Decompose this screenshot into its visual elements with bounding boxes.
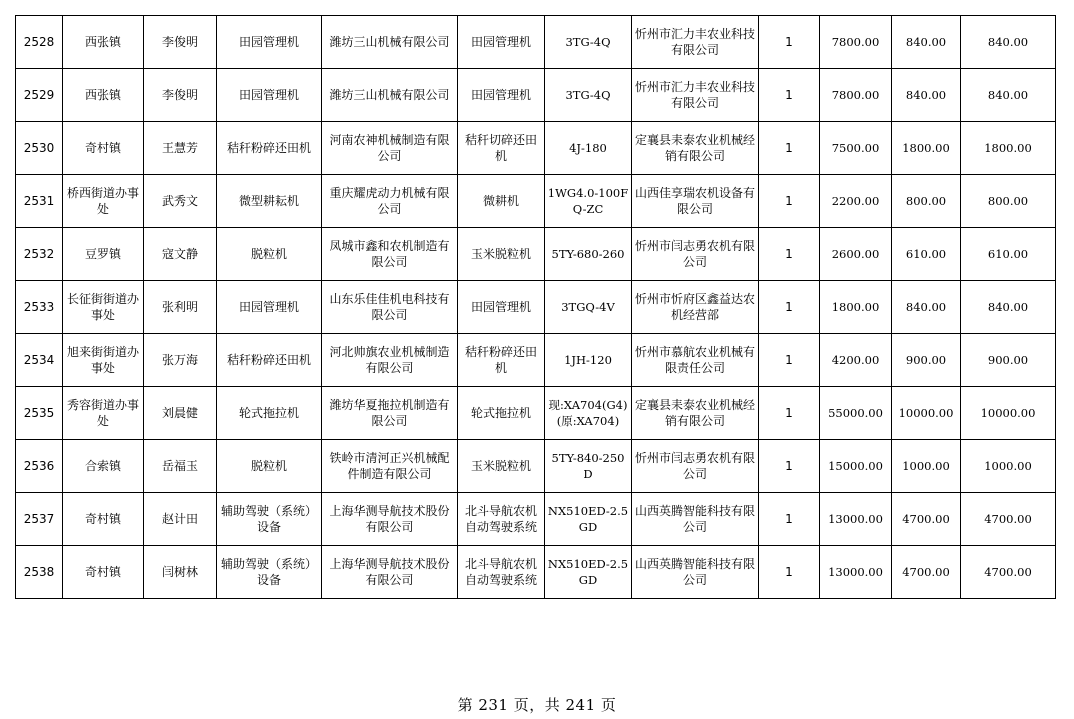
cell-record-id: 2533 [16,281,63,334]
cell-record-id: 2536 [16,440,63,493]
cell-buyer-name: 李俊明 [144,16,217,69]
cell-product-name: 轮式拖拉机 [458,387,545,440]
cell-model: 3TG-4Q [545,16,632,69]
cell-product-name: 田园管理机 [458,281,545,334]
cell-buyer-name: 赵计田 [144,493,217,546]
cell-quantity: 1 [759,546,820,599]
cell-unit-subsidy: 4700.00 [892,493,961,546]
cell-unit-subsidy: 900.00 [892,334,961,387]
cell-machine-category: 辅助驾驶（系统）设备 [217,493,322,546]
cell-total-subsidy: 4700.00 [961,493,1056,546]
cell-manufacturer: 铁岭市清河正兴机械配件制造有限公司 [322,440,458,493]
cell-manufacturer: 潍坊华夏拖拉机制造有限公司 [322,387,458,440]
cell-town: 秀容街道办事处 [63,387,144,440]
cell-record-id: 2528 [16,16,63,69]
cell-dealer: 山西英腾智能科技有限公司 [632,493,759,546]
cell-sale-price: 15000.00 [820,440,892,493]
cell-town: 桥西街道办事处 [63,175,144,228]
table-row [16,493,1056,546]
cell-unit-subsidy: 1800.00 [892,122,961,175]
cell-product-name: 秸秆切碎还田机 [458,122,545,175]
cell-model: 3TG-4Q [545,69,632,122]
cell-sale-price: 7800.00 [820,16,892,69]
cell-sale-price: 7500.00 [820,122,892,175]
cell-manufacturer: 潍坊三山机械有限公司 [322,16,458,69]
cell-quantity: 1 [759,281,820,334]
cell-unit-subsidy: 840.00 [892,16,961,69]
cell-machine-category: 秸秆粉碎还田机 [217,334,322,387]
cell-manufacturer: 河北帅旗农业机械制造有限公司 [322,334,458,387]
table-row [16,281,1056,334]
cell-total-subsidy: 1000.00 [961,440,1056,493]
cell-total-subsidy: 840.00 [961,69,1056,122]
cell-model: 现:XA704(G4)(原:XA704) [545,387,632,440]
cell-model: NX510ED-2.5GD [545,493,632,546]
cell-total-subsidy: 840.00 [961,16,1056,69]
cell-buyer-name: 张万海 [144,334,217,387]
cell-record-id: 2534 [16,334,63,387]
cell-buyer-name: 王慧芳 [144,122,217,175]
cell-product-name: 田园管理机 [458,16,545,69]
cell-model: 1WG4.0-100FQ-ZC [545,175,632,228]
table-row [16,334,1056,387]
cell-manufacturer: 凤城市鑫和农机制造有限公司 [322,228,458,281]
table-row [16,440,1056,493]
cell-product-name: 田园管理机 [458,69,545,122]
cell-total-subsidy: 800.00 [961,175,1056,228]
table-row [16,16,1056,69]
table-row [16,387,1056,440]
cell-model: NX510ED-2.5GD [545,546,632,599]
cell-unit-subsidy: 10000.00 [892,387,961,440]
cell-product-name: 北斗导航农机自动驾驶系统 [458,493,545,546]
cell-quantity: 1 [759,228,820,281]
cell-total-subsidy: 1800.00 [961,122,1056,175]
cell-machine-category: 脱粒机 [217,440,322,493]
table-row [16,546,1056,599]
cell-buyer-name: 张利明 [144,281,217,334]
cell-sale-price: 13000.00 [820,493,892,546]
cell-total-subsidy: 900.00 [961,334,1056,387]
table-row [16,228,1056,281]
cell-record-id: 2535 [16,387,63,440]
cell-manufacturer: 重庆耀虎动力机械有限公司 [322,175,458,228]
cell-unit-subsidy: 840.00 [892,69,961,122]
cell-quantity: 1 [759,493,820,546]
cell-buyer-name: 武秀文 [144,175,217,228]
table-row [16,175,1056,228]
cell-machine-category: 微型耕耘机 [217,175,322,228]
cell-total-subsidy: 840.00 [961,281,1056,334]
cell-town: 旭来街街道办事处 [63,334,144,387]
cell-town: 合索镇 [63,440,144,493]
cell-buyer-name: 闫树林 [144,546,217,599]
cell-machine-category: 田园管理机 [217,69,322,122]
cell-buyer-name: 寇文静 [144,228,217,281]
cell-machine-category: 脱粒机 [217,228,322,281]
cell-record-id: 2532 [16,228,63,281]
cell-dealer: 忻州市闫志勇农机有限公司 [632,440,759,493]
cell-sale-price: 7800.00 [820,69,892,122]
cell-unit-subsidy: 840.00 [892,281,961,334]
cell-quantity: 1 [759,334,820,387]
cell-machine-category: 田园管理机 [217,281,322,334]
cell-product-name: 秸秆粉碎还田机 [458,334,545,387]
cell-sale-price: 13000.00 [820,546,892,599]
cell-machine-category: 秸秆粉碎还田机 [217,122,322,175]
cell-unit-subsidy: 4700.00 [892,546,961,599]
cell-town: 西张镇 [63,16,144,69]
cell-quantity: 1 [759,16,820,69]
cell-quantity: 1 [759,440,820,493]
cell-dealer: 定襄县耒泰农业机械经销有限公司 [632,387,759,440]
cell-town: 奇村镇 [63,122,144,175]
cell-buyer-name: 李俊明 [144,69,217,122]
cell-unit-subsidy: 1000.00 [892,440,961,493]
cell-model: 1JH-120 [545,334,632,387]
cell-dealer: 忻州市慕航农业机械有限责任公司 [632,334,759,387]
cell-sale-price: 2600.00 [820,228,892,281]
cell-machine-category: 田园管理机 [217,16,322,69]
cell-dealer: 忻州市忻府区鑫益达农机经营部 [632,281,759,334]
cell-quantity: 1 [759,69,820,122]
cell-record-id: 2530 [16,122,63,175]
cell-record-id: 2529 [16,69,63,122]
cell-model: 3TGQ-4V [545,281,632,334]
cell-town: 奇村镇 [63,546,144,599]
cell-product-name: 北斗导航农机自动驾驶系统 [458,546,545,599]
cell-town: 奇村镇 [63,493,144,546]
cell-machine-category: 轮式拖拉机 [217,387,322,440]
cell-dealer: 忻州市汇力丰农业科技有限公司 [632,16,759,69]
subsidy-table [15,15,1056,599]
cell-town: 西张镇 [63,69,144,122]
cell-buyer-name: 刘晨健 [144,387,217,440]
cell-dealer: 忻州市闫志勇农机有限公司 [632,228,759,281]
cell-model: 5TY-840-250D [545,440,632,493]
cell-dealer: 山西英腾智能科技有限公司 [632,546,759,599]
cell-record-id: 2531 [16,175,63,228]
table-row [16,122,1056,175]
cell-model: 5TY-680-260 [545,228,632,281]
cell-quantity: 1 [759,122,820,175]
cell-quantity: 1 [759,387,820,440]
table-row [16,69,1056,122]
cell-total-subsidy: 10000.00 [961,387,1056,440]
table-body [16,16,1056,599]
cell-machine-category: 辅助驾驶（系统）设备 [217,546,322,599]
cell-manufacturer: 河南农神机械制造有限公司 [322,122,458,175]
cell-unit-subsidy: 800.00 [892,175,961,228]
cell-manufacturer: 山东乐佳佳机电科技有限公司 [322,281,458,334]
cell-buyer-name: 岳福玉 [144,440,217,493]
cell-sale-price: 1800.00 [820,281,892,334]
page-number: 第 231 页，共 241 页 [457,696,617,714]
cell-total-subsidy: 610.00 [961,228,1056,281]
cell-record-id: 2537 [16,493,63,546]
cell-dealer: 忻州市汇力丰农业科技有限公司 [632,69,759,122]
cell-dealer: 定襄县耒泰农业机械经销有限公司 [632,122,759,175]
cell-unit-subsidy: 610.00 [892,228,961,281]
cell-product-name: 玉米脱粒机 [458,228,545,281]
cell-total-subsidy: 4700.00 [961,546,1056,599]
cell-product-name: 玉米脱粒机 [458,440,545,493]
cell-record-id: 2538 [16,546,63,599]
cell-sale-price: 55000.00 [820,387,892,440]
cell-quantity: 1 [759,175,820,228]
cell-product-name: 微耕机 [458,175,545,228]
cell-manufacturer: 上海华测导航技术股份有限公司 [322,546,458,599]
cell-dealer: 山西佳享瑞农机设备有限公司 [632,175,759,228]
cell-town: 长征街街道办事处 [63,281,144,334]
cell-manufacturer: 上海华测导航技术股份有限公司 [322,493,458,546]
cell-town: 豆罗镇 [63,228,144,281]
cell-model: 4J-180 [545,122,632,175]
cell-manufacturer: 潍坊三山机械有限公司 [322,69,458,122]
cell-sale-price: 2200.00 [820,175,892,228]
cell-sale-price: 4200.00 [820,334,892,387]
